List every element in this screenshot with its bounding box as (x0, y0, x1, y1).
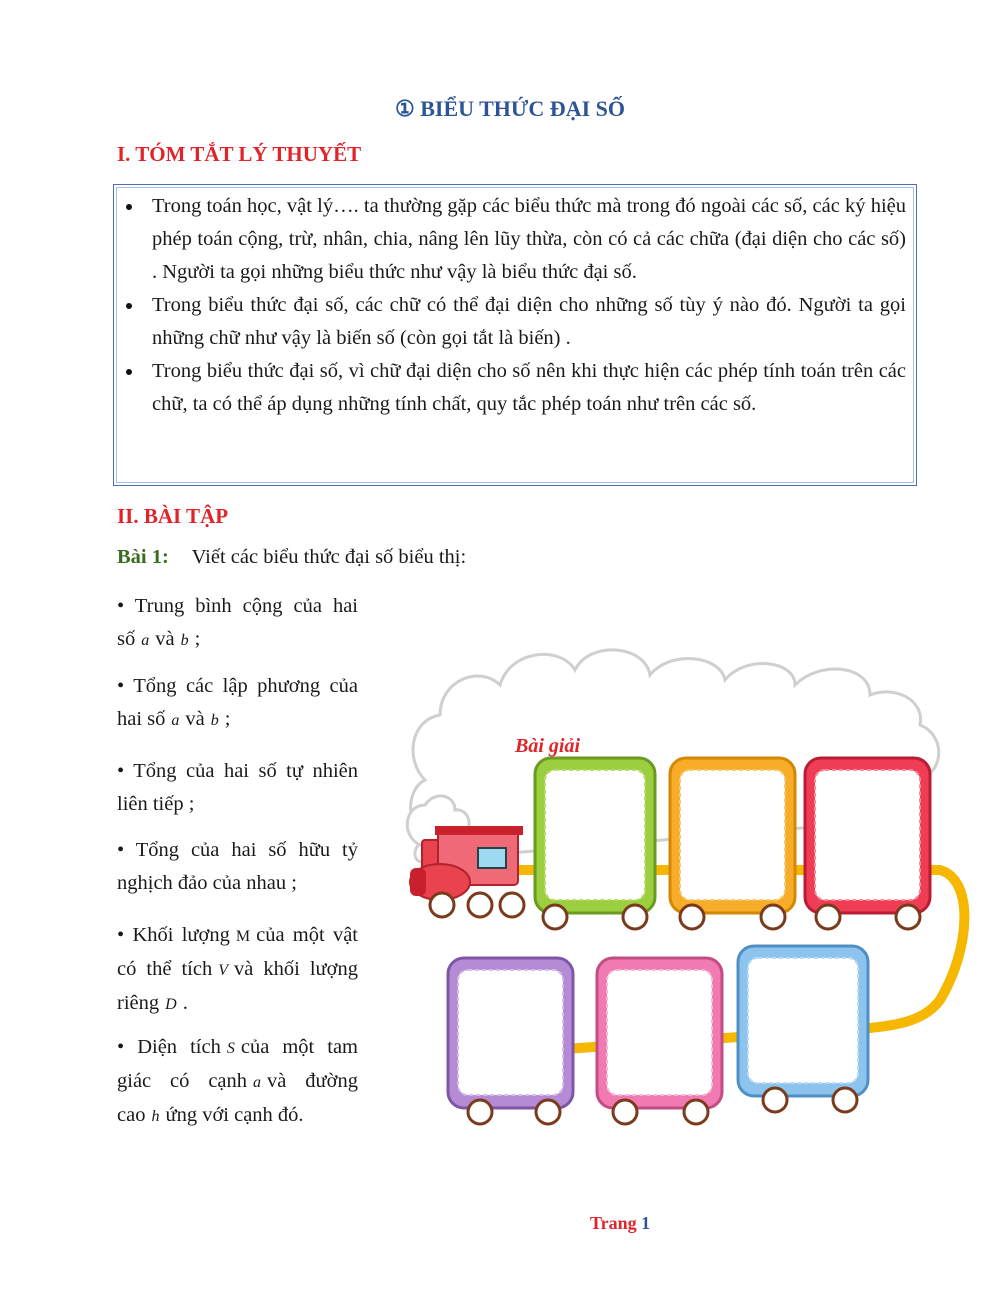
item-text: của một tam giác có cạnh (117, 1036, 358, 1092)
wagon-green (535, 758, 655, 929)
exercise-1-label: Bài 1: (117, 546, 169, 568)
wagon-pink (597, 958, 722, 1124)
theory-bullet: Trong toán học, vật lý…. ta thường gặp các biểu thức mà trong đó ngoài các số, các ký hiệu phép toán cộng, trừ, nhân, chia, nâng lên lũy thừa, còn có cả các chữa (đại diện cho các số) . Người ta gọi những biểu thức như vậy là biểu thức đại số. (152, 190, 906, 289)
item-text: ứng với cạnh đó. (165, 1104, 304, 1126)
item-text: • Trung bình cộng của hai số (117, 595, 358, 650)
item-text: ; (194, 628, 201, 650)
theory-summary-box (113, 184, 917, 486)
variable: b (210, 712, 219, 729)
page-footer (590, 1213, 650, 1234)
item-text: ; (224, 708, 231, 730)
item-text: và (185, 708, 205, 730)
title-number-glyph: ① (394, 96, 415, 121)
solution-label: Bài giải (515, 735, 581, 757)
wagon-blue (738, 946, 868, 1112)
variable: a (141, 632, 150, 649)
document-title (0, 96, 1000, 122)
item-text: và khối lượng riêng (117, 958, 358, 1014)
exercise-item (117, 590, 358, 657)
locomotive (410, 826, 524, 917)
variable: b (180, 632, 189, 649)
variable: a (171, 712, 180, 729)
variable: D (165, 996, 177, 1013)
exercise-1-text: Viết các biểu thức đại số biểu thị: (191, 546, 467, 568)
exercise-item: • Tổng của hai số tự nhiên liên tiếp ; (117, 760, 358, 815)
wagon-red (805, 758, 930, 929)
page-word: Trang (590, 1213, 637, 1233)
variable: a (253, 1074, 262, 1091)
item-text: • Diện tích (117, 1036, 221, 1058)
page-number: 1 (641, 1213, 651, 1233)
theory-bullet: Trong biểu thức đại số, các chữ có thể đại diện cho những số tùy ý nào đó. Người ta gọi những chữ như vậy là biến số (còn gọi tắt là biến) . (152, 289, 906, 355)
variable: M (235, 928, 251, 945)
item-text: • Khối lượng (117, 924, 230, 946)
exercise-1-prompt (117, 546, 466, 569)
section-heading-theory: I. TÓM TẮT LÝ THUYẾT (117, 142, 362, 166)
item-text: • Tổng các lập phương của hai số (117, 675, 358, 730)
section-heading-exercises: II. BÀI TẬP (117, 504, 229, 528)
item-text: và đường cao (117, 1070, 358, 1126)
title-text: BIỂU THỨC ĐẠI SỐ (420, 96, 625, 121)
theory-bullet-list (114, 185, 916, 421)
wagon-orange (670, 758, 795, 929)
variable: S (226, 1040, 235, 1057)
variable: V (218, 962, 228, 979)
exercise-item: • Tổng của hai số hữu tỷ nghịch đảo của nhau ; (117, 839, 358, 894)
variable: h (151, 1108, 160, 1125)
theory-bullet: Trong biểu thức đại số, vì chữ đại diện cho số nên khi thực hiện các phép tính toán trên các chữ, ta có thể áp dụng những tính chất, quy tắc phép toán như trên các số. (152, 355, 906, 421)
exercise-item (117, 1031, 358, 1133)
exercise-item (117, 670, 358, 737)
wagon-purple (448, 958, 573, 1124)
item-text: và (155, 628, 175, 650)
exercise-item (117, 919, 358, 1021)
item-text: . (182, 992, 188, 1014)
train-illustration (400, 640, 970, 1140)
item-text: của một vật có thể tích (117, 924, 359, 980)
